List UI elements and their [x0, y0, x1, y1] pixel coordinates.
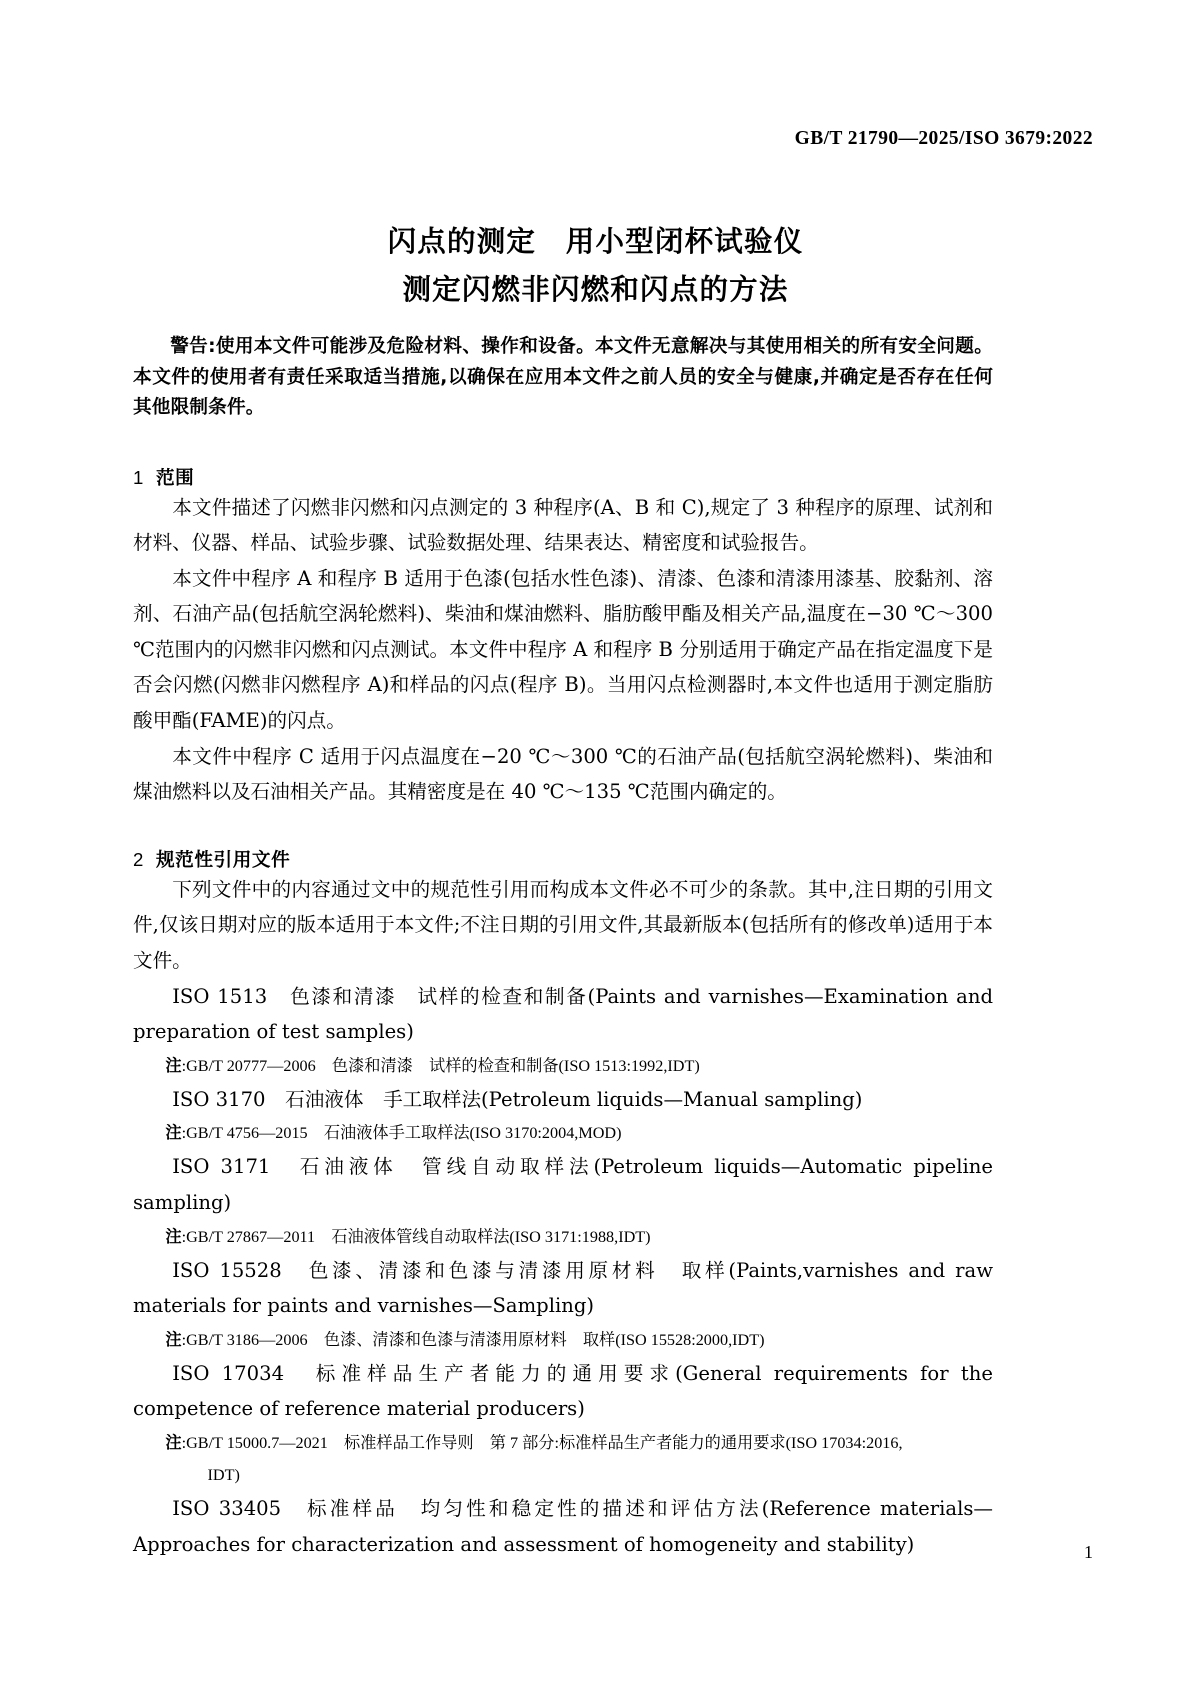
note-text: :GB/T 15000.7—2021 标准样品工作导则 第 7 部分:标准样品生产者能力的通用要求(ISO 17034:2016,	[181, 1433, 903, 1452]
note-label: 注	[165, 1329, 182, 1349]
note-label: 注	[165, 1055, 182, 1075]
title-line-1: 闪点的测定 用小型闭杯试验仪	[387, 225, 804, 258]
section-2-paragraph-1: 下列文件中的内容通过文中的规范性引用而构成本文件必不可少的条款。其中,注日期的引用文件,仅该日期对应的版本适用于本文件;不注日期的引用文件,其最新版本(包括所有的修改单)适用于本文件。	[133, 877, 993, 973]
section-heading-1	[133, 464, 993, 490]
reference-note	[133, 1050, 993, 1082]
running-header	[0, 128, 1093, 150]
section-1-paragraph-2: 本文件中程序 A 和程序 B 适用于色漆(包括水性色漆)、清漆、色漆和清漆用漆基、胶黏剂、溶剂、石油产品(包括航空涡轮燃料)、柴油和煤油燃料、脂肪酸甲酯及相关产品,温度在−30 ℃～300 ℃范围内的闪燃非闪燃和闪点测试。本文件中程序 A 和程序 B 分别适用于确定产品在指定温度下是否会闪燃(闪燃非闪燃程序 A)和样品的闪点(程序 B)。当用闪点检测器时,本文件也适用于测定脂肪酸甲酯(FAME)的闪点。	[133, 566, 993, 733]
title-line-2: 测定闪燃非闪燃和闪点的方法	[402, 273, 789, 306]
note-text: :GB/T 27867—2011 石油液体管线自动取样法(ISO 3171:1988,IDT)	[181, 1227, 651, 1246]
section-1-paragraph-1: 本文件描述了闪燃非闪燃和闪点测定的 3 种程序(A、B 和 C),规定了 3 种程序的原理、试剂和材料、仪器、样品、试验步骤、试验数据处理、结果表达、精密度和试验报告。	[133, 495, 993, 555]
note-text: :GB/T 3186—2006 色漆、清漆和色漆与清漆用原材料 取样(ISO 15528:2000,IDT)	[181, 1330, 765, 1349]
reference-entry: ISO 1513 色漆和清漆 试样的检查和制备(Paints and varnishes—Examination and preparation of test samples)	[133, 984, 993, 1044]
reference-note	[133, 1324, 993, 1356]
reference-entry: ISO 15528 色漆、清漆和色漆与清漆用原材料 取样(Paints,varnishes and raw materials for paints and varnishes—Sampling)	[133, 1258, 993, 1318]
note-text: :GB/T 4756—2015 石油液体手工取样法(ISO 3170:2004,MOD)	[181, 1124, 622, 1143]
page-number: 1	[1084, 1542, 1093, 1562]
note-label: 注	[165, 1123, 182, 1143]
note-text-continued: IDT)	[207, 1465, 240, 1484]
reference-entry: ISO 33405 标准样品 均匀性和稳定性的描述和评估方法(Reference materials—Approaches for characterization and assessment of homogeneity and stability)	[133, 1496, 993, 1556]
section-heading-2	[133, 846, 993, 872]
section-number-1: 1	[133, 466, 144, 488]
section-1-paragraph-3: 本文件中程序 C 适用于闪点温度在−20 ℃～300 ℃的石油产品(包括航空涡轮燃料)、柴油和煤油燃料以及石油相关产品。其精密度是在 40 ℃～135 ℃范围内确定的。	[133, 744, 993, 804]
reference-note	[133, 1117, 993, 1149]
note-label: 注	[165, 1432, 182, 1452]
note-text: :GB/T 20777—2006 色漆和清漆 试样的检查和制备(ISO 1513:1992,IDT)	[181, 1056, 700, 1075]
section-number-2: 2	[133, 848, 144, 870]
reference-note	[133, 1221, 993, 1253]
reference-entry: ISO 3170 石油液体 手工取样法(Petroleum liquids—Manual sampling)	[172, 1087, 863, 1111]
warning-paragraph: 警告:使用本文件可能涉及危险材料、操作和设备。本文件无意解决与其使用相关的所有安全问题。本文件的使用者有责任采取适当措施,以确保在应用本文件之前人员的安全与健康,并确定是否存在任何其他限制条件。	[133, 336, 993, 418]
reference-entry: ISO 17034 标准样品生产者能力的通用要求(General requirements for the competence of reference material producers)	[133, 1361, 993, 1421]
document-body	[133, 332, 993, 1562]
section-title-2: 规范性引用文件	[155, 849, 291, 871]
standard-number: GB/T 21790—2025/ISO 3679:2022	[794, 128, 1093, 149]
reference-note	[133, 1427, 993, 1491]
reference-entry: ISO 3171 石油液体 管线自动取样法(Petroleum liquids—Automatic pipeline sampling)	[133, 1155, 993, 1214]
note-label: 注	[165, 1226, 182, 1246]
section-title-1: 范围	[155, 467, 195, 489]
document-title	[0, 218, 1191, 314]
